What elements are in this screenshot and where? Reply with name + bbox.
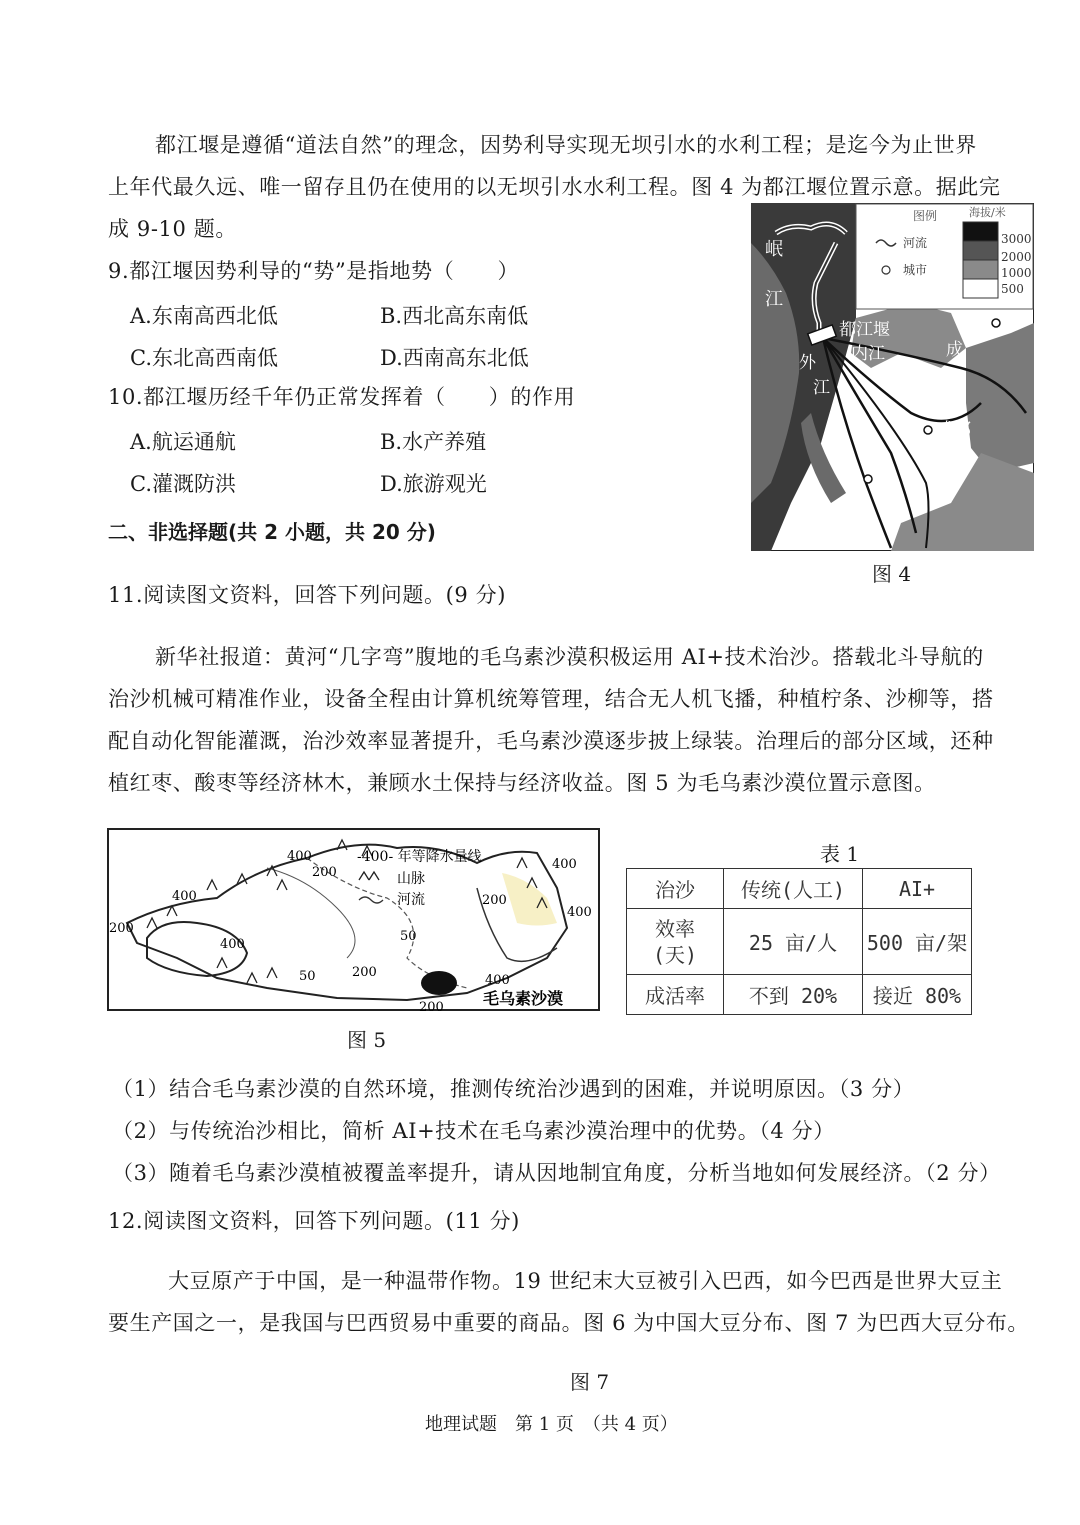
label-du: 都 xyxy=(921,384,938,404)
dujiangyan-location-map xyxy=(751,203,1034,551)
q11-para-line-3: 配自动化智能灌溉，治沙效率显著提升，毛乌素沙漠逐步披上绿装。治理后的部分区域，还种 xyxy=(108,729,994,753)
table1-caption: 表 1 xyxy=(820,842,860,866)
intro-line-1: 都江堰是遵循“道法自然”的理念，因势利导实现无坝引水的水利工程；是迄今为止世界 xyxy=(155,133,977,157)
isohyet-label: 400 xyxy=(567,905,592,920)
isohyet-label: 50 xyxy=(400,929,417,944)
legend-isohyet: -400- 年等降水量线 xyxy=(357,849,482,865)
legend-city: 城市 xyxy=(903,263,928,277)
isohyet-label: 400 xyxy=(172,889,197,904)
label-minjiang-2: 江 xyxy=(765,289,783,310)
fig4-legend xyxy=(856,204,1033,309)
label-ping: 平 xyxy=(901,424,918,444)
intro-line-3: 成 9-10 题。 xyxy=(108,217,237,241)
isohyet-label: 400 xyxy=(287,849,312,864)
intro-line-2: 上年代最久远、唯一留存且仍在使用的以无坝引水水利工程。图 4 为都江堰位置示意。据此完 xyxy=(108,175,1001,199)
level-2000: 2000 xyxy=(1001,250,1032,264)
level-swatch-2000 xyxy=(963,241,998,260)
isohyet-label: 200 xyxy=(109,921,134,936)
legend-river: 河流 xyxy=(397,892,425,908)
label-chengdu: 成都 xyxy=(937,420,971,440)
mu-us-desert-location-map xyxy=(107,828,600,1011)
page-footer: 地理试题 第 1 页 （共 4 页） xyxy=(425,1414,678,1435)
legend-river: 河流 xyxy=(903,236,928,250)
q10-option-a: A.航运通航 xyxy=(130,430,236,454)
label-part: (天) xyxy=(652,942,698,967)
isohyet-label: 400 xyxy=(220,937,245,952)
label-waijiang-1: 外 xyxy=(799,353,816,373)
q9-option-d: D.西南高东北低 xyxy=(380,346,529,370)
label-part: 效 xyxy=(655,916,675,941)
table-cell: 不到 20% xyxy=(724,975,863,1015)
city-symbol-icon xyxy=(882,266,890,274)
legend-altitude-title: 海拔/米 xyxy=(969,206,1006,219)
isohyet-label: 200 xyxy=(482,893,507,908)
label-minjiang-1: 岷 xyxy=(765,239,783,260)
section-heading: 二、非选择题(共 2 小题，共 20 分) xyxy=(108,520,436,544)
q9-option-c: C.东北高西南低 xyxy=(130,346,278,370)
isohyet-label: 200 xyxy=(312,865,337,880)
isohyet-label: 400 xyxy=(552,857,577,872)
table-row-label: 成活率 xyxy=(627,975,724,1015)
q12-stem: 12.阅读图文资料，回答下列问题。(11 分) xyxy=(108,1209,520,1233)
level-swatch-3000 xyxy=(963,222,998,241)
level-1000: 1000 xyxy=(1001,266,1032,280)
isohyet-label: 50 xyxy=(299,969,316,984)
table-header-cell: 传统(人工) xyxy=(724,869,863,909)
table1 xyxy=(626,868,972,1015)
q11-sub-2: （2）与传统治沙相比，简析 AI+技术在毛乌素沙漠治理中的优势。（4 分） xyxy=(112,1119,835,1143)
isohyet-label: 400 xyxy=(485,973,510,988)
table-row-label xyxy=(627,909,724,975)
label-waijiang-2: 江 xyxy=(813,378,830,398)
q12-para-line-1: 大豆原产于中国，是一种温带作物。19 世纪末大豆被引入巴西，如今巴西是世界大豆主 xyxy=(168,1269,1003,1293)
level-500: 500 xyxy=(1001,282,1024,296)
label-cheng: 成 xyxy=(946,340,963,360)
q11-para-line-1: 新华社报道：黄河“几字弯”腹地的毛乌素沙漠积极运用 AI+技术治沙。搭载北斗导航的 xyxy=(155,645,984,669)
level-3000: 3000 xyxy=(1001,232,1032,246)
table-cell: 接近 80% xyxy=(863,975,972,1015)
label-neijiang: 内江 xyxy=(851,344,885,364)
fig4-caption: 图 4 xyxy=(872,562,912,586)
q11-stem: 11.阅读图文资料，回答下列问题。(9 分) xyxy=(108,583,507,607)
q11-para-line-2: 治沙机械可精准作业，设备全程由计算机统筹管理，结合无人机飞播，种植柠条、沙柳等，搭 xyxy=(108,687,994,711)
level-swatch-1000 xyxy=(963,260,998,279)
label-part: 率 xyxy=(675,916,695,941)
table-cell: 25 亩/人 xyxy=(724,909,863,975)
desert-label: 毛乌素沙漠 xyxy=(483,989,564,1008)
fig5-caption: 图 5 xyxy=(347,1028,387,1052)
isohyet-label: 200 xyxy=(419,1000,444,1011)
isohyet-label: 200 xyxy=(352,965,377,980)
table-cell: 500 亩/架 xyxy=(863,909,972,975)
legend-mountain: 山脉 xyxy=(397,871,425,887)
q10-option-d: D.旅游观光 xyxy=(380,472,487,496)
q11-para-line-4: 植红枣、酸枣等经济林木，兼顾水土保持与经济收益。图 5 为毛乌素沙漠位置示意图。 xyxy=(108,771,936,795)
q9-option-a: A.东南高西北低 xyxy=(130,304,278,328)
table-header-cell: AI+ xyxy=(863,869,972,909)
label-yuan: 原 xyxy=(876,470,893,490)
table-header-cell: 治沙 xyxy=(627,869,724,909)
fig7-caption: 图 7 xyxy=(570,1370,610,1394)
level-swatch-500 xyxy=(963,279,998,298)
q10-option-c: C.灌溉防洪 xyxy=(130,472,236,496)
q9-stem: 9.都江堰因势利导的“势”是指地势（ ） xyxy=(108,259,520,283)
q10-stem: 10.都江堰历经千年仍正常发挥着（ ）的作用 xyxy=(108,385,576,409)
legend-title: 图例 xyxy=(913,209,938,223)
q9-option-b: B.西北高东南低 xyxy=(380,304,529,328)
q11-sub-3: （3）随着毛乌素沙漠植被覆盖率提升，请从因地制宜角度，分析当地如何发展经济。（2 分） xyxy=(112,1161,1001,1185)
q11-sub-1: （1）结合毛乌素沙漠的自然环境，推测传统治沙遇到的困难，并说明原因。（3 分） xyxy=(112,1077,915,1101)
label-dujiangyan: 都江堰 xyxy=(839,320,890,340)
q12-para-line-2: 要生产国之一，是我国与巴西贸易中重要的商品。图 6 为中国大豆分布、图 7 为巴西大豆分布。 xyxy=(108,1311,1030,1335)
q10-option-b: B.水产养殖 xyxy=(380,430,487,454)
